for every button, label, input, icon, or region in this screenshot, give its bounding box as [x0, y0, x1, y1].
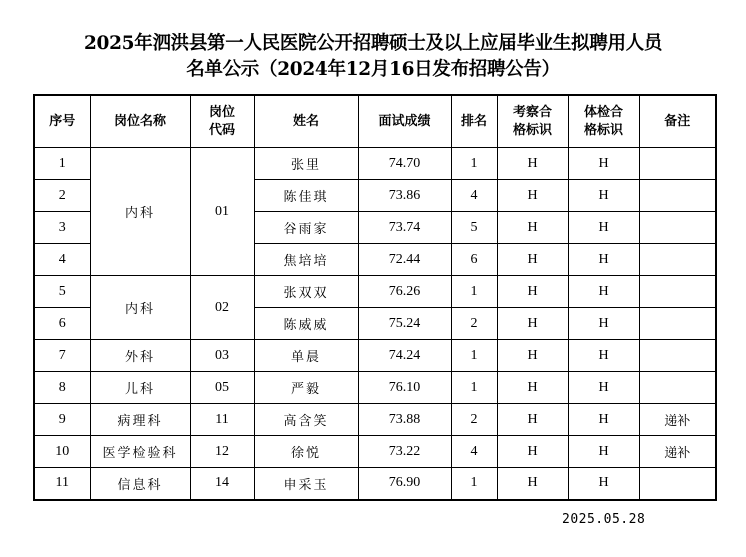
cell-physical: H [568, 180, 639, 212]
cell-physical: H [568, 212, 639, 244]
cell-physical: H [568, 308, 639, 340]
cell-code-merged: 01 [190, 148, 254, 276]
cell-remark [639, 148, 716, 180]
cell-rank: 1 [451, 340, 497, 372]
cell-inspect: H [497, 180, 568, 212]
cell-inspect: H [497, 372, 568, 404]
cell-seq: 6 [34, 308, 90, 340]
cell-rank: 1 [451, 148, 497, 180]
header-seq: 序号 [34, 95, 90, 148]
cell-inspect: H [497, 244, 568, 276]
cell-position: 医学检验科 [90, 436, 190, 468]
publish-date: 2025.05.28 [562, 512, 646, 527]
cell-name: 陈佳琪 [254, 180, 358, 212]
cell-rank: 4 [451, 180, 497, 212]
cell-inspect: H [497, 340, 568, 372]
cell-rank: 4 [451, 436, 497, 468]
header-position: 岗位名称 [90, 95, 190, 148]
cell-inspect: H [497, 212, 568, 244]
cell-code: 11 [190, 404, 254, 436]
cell-inspect: H [497, 468, 568, 500]
page-title-line-1: 2025年泗洪县第一人民医院公开招聘硕士及以上应届毕业生拟聘用人员 [83, 33, 663, 54]
cell-remark [639, 468, 716, 500]
cell-seq: 2 [34, 180, 90, 212]
cell-seq: 10 [34, 436, 90, 468]
cell-remark [639, 244, 716, 276]
cell-remark [639, 340, 716, 372]
cell-seq: 1 [34, 148, 90, 180]
cell-physical: H [568, 468, 639, 500]
cell-seq: 7 [34, 340, 90, 372]
cell-name: 谷雨家 [254, 212, 358, 244]
cell-remark [639, 372, 716, 404]
cell-score: 74.70 [358, 148, 451, 180]
cell-physical: H [568, 244, 639, 276]
cell-inspect: H [497, 436, 568, 468]
cell-remark [639, 308, 716, 340]
cell-seq: 4 [34, 244, 90, 276]
cell-physical: H [568, 340, 639, 372]
cell-code: 05 [190, 372, 254, 404]
cell-code: 12 [190, 436, 254, 468]
cell-position: 病理科 [90, 404, 190, 436]
cell-seq: 11 [34, 468, 90, 500]
cell-rank: 1 [451, 276, 497, 308]
table-row [34, 276, 716, 308]
table-row [34, 468, 716, 500]
cell-code-merged: 02 [190, 276, 254, 340]
cell-score: 76.90 [358, 468, 451, 500]
cell-position: 外科 [90, 340, 190, 372]
cell-physical: H [568, 436, 639, 468]
table-header-row [34, 95, 716, 148]
cell-physical: H [568, 372, 639, 404]
cell-score: 73.86 [358, 180, 451, 212]
cell-seq: 3 [34, 212, 90, 244]
cell-remark [639, 180, 716, 212]
cell-remark: 递补 [639, 436, 716, 468]
cell-name: 张里 [254, 148, 358, 180]
cell-position-merged: 内科 [90, 148, 190, 276]
cell-seq: 5 [34, 276, 90, 308]
cell-inspect: H [497, 148, 568, 180]
cell-score: 73.22 [358, 436, 451, 468]
cell-score: 76.26 [358, 276, 451, 308]
cell-score: 72.44 [358, 244, 451, 276]
cell-position-merged: 内科 [90, 276, 190, 340]
cell-score: 73.74 [358, 212, 451, 244]
cell-physical: H [568, 148, 639, 180]
cell-code: 14 [190, 468, 254, 500]
cell-name: 徐悦 [254, 436, 358, 468]
cell-inspect: H [497, 276, 568, 308]
cell-score: 74.24 [358, 340, 451, 372]
cell-rank: 6 [451, 244, 497, 276]
cell-code: 03 [190, 340, 254, 372]
cell-rank: 2 [451, 404, 497, 436]
cell-name: 焦培培 [254, 244, 358, 276]
cell-position: 信息科 [90, 468, 190, 500]
header-physical: 体检合 格标识 [568, 95, 639, 148]
cell-rank: 2 [451, 308, 497, 340]
header-inspect: 考察合 格标识 [497, 95, 568, 148]
cell-name: 高含笑 [254, 404, 358, 436]
cell-physical: H [568, 404, 639, 436]
header-score: 面试成绩 [358, 95, 451, 148]
cell-name: 张双双 [254, 276, 358, 308]
cell-rank: 1 [451, 468, 497, 500]
header-rank: 排名 [451, 95, 497, 148]
cell-position: 儿科 [90, 372, 190, 404]
header-remark: 备注 [639, 95, 716, 148]
cell-rank: 5 [451, 212, 497, 244]
cell-score: 76.10 [358, 372, 451, 404]
cell-rank: 1 [451, 372, 497, 404]
hiring-table [33, 94, 717, 501]
table-row [34, 372, 716, 404]
table-row [34, 340, 716, 372]
cell-remark: 递补 [639, 404, 716, 436]
table-row [34, 436, 716, 468]
cell-seq: 9 [34, 404, 90, 436]
cell-score: 73.88 [358, 404, 451, 436]
cell-remark [639, 276, 716, 308]
header-name: 姓名 [254, 95, 358, 148]
cell-name: 严毅 [254, 372, 358, 404]
page-title-line-2: 名单公示（2024年12月16日发布招聘公告） [186, 59, 560, 80]
cell-remark [639, 212, 716, 244]
header-code: 岗位 代码 [190, 95, 254, 148]
cell-score: 75.24 [358, 308, 451, 340]
cell-physical: H [568, 276, 639, 308]
cell-inspect: H [497, 308, 568, 340]
cell-name: 申采玉 [254, 468, 358, 500]
cell-name: 单晨 [254, 340, 358, 372]
cell-name: 陈威威 [254, 308, 358, 340]
cell-inspect: H [497, 404, 568, 436]
cell-seq: 8 [34, 372, 90, 404]
table-row [34, 404, 716, 436]
table-row [34, 148, 716, 180]
